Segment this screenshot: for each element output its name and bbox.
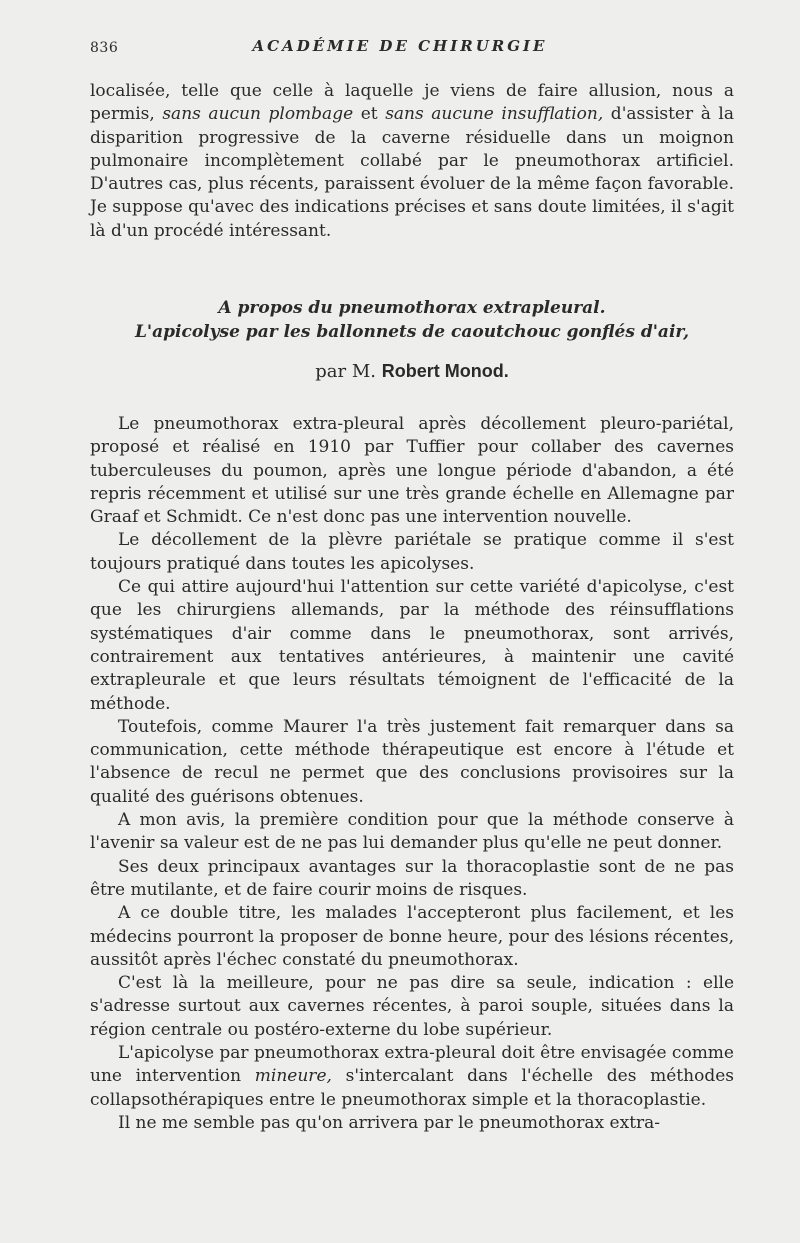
body-paragraph-4: Toutefois, comme Maurer l'a très justement fait remarquer dans sa communication, cette méthode thérapeutique est encore à l'étude et l'absence de recul ne permet que des conclusions provisoires sur la qualité des guérisons obtenues.	[90, 716, 734, 807]
author-name: Robert Monod.	[381, 361, 509, 381]
body-paragraph-2: Le décollement de la plèvre pariétale se pratique comme il s'est toujours pratiqué dans toutes les apicolyses.	[90, 530, 734, 574]
intro-text-1: localisée, telle que celle à laquelle je viens de faire allusion, nous a permis,	[90, 81, 734, 125]
mineure-emphasis: mineure,	[254, 1066, 332, 1087]
body-paragraph-5: A mon avis, la première condition pour que la méthode conserve à l'avenir sa valeur est de ne pas lui demander plus qu'elle ne peut donner.	[90, 810, 734, 854]
intro-paragraph	[90, 80, 734, 243]
article-title	[90, 296, 734, 344]
mineure-text-1: L'apicolyse par pneumothorax extra-pleural doit être envisagée comme une intervention	[90, 1043, 734, 1087]
intro-emphasis-2: sans aucune insufflation,	[385, 104, 604, 125]
article-body	[90, 413, 734, 1135]
intro-text-2: et	[353, 104, 386, 125]
page-number: 836	[90, 40, 119, 56]
mineure-text-2: s'intercalant dans l'échelle des méthodes collapsothérapiques entre le pneumothorax simple et la thoracoplastie.	[90, 1066, 734, 1110]
body-paragraph-6: Ses deux principaux avantages sur la thoracoplastie sont de ne pas être mutilante, et de faire courir moins de risques.	[90, 856, 734, 900]
body-paragraph-1: Le pneumothorax extra-pleural après décollement pleuro-pariétal, proposé et réalisé en 1910 par Tuffier pour collaber des cavernes tuberculeuses du poumon, après une longue période d'abandon, a été repris récemment et utilisé sur une très grande échelle en Allemagne par Graaf et Schmidt. Ce n'est donc pas une intervention nouvelle.	[90, 414, 734, 528]
intro-text-3: d'assister à la disparition progressive de la caverne résiduelle dans un moignon pulmonaire incomplètement collabé par le pneumothorax artificiel. D'autres cas, plus récents, paraissent évoluer de la même façon favorable. Je suppose qu'avec des indications précises et sans doute limitées, il s'agit là d'un procédé intéressant.	[90, 104, 734, 241]
body-paragraph-3: Ce qui attire aujourd'hui l'attention sur cette variété d'apicolyse, c'est que les chirurgiens allemands, par la méthode des réinsufflations systématiques d'air comme dans le pneumothorax, sont arrivés, contrairement aux tentatives antérieures, à maintenir une cavité extrapleurale et que leurs résultats témoignent de l'efficacité de la méthode.	[90, 577, 734, 714]
byline-prefix: par M.	[315, 361, 376, 382]
body-paragraph-9	[90, 1042, 734, 1112]
intro-emphasis-1: sans aucun plombage	[162, 104, 354, 125]
body-last-line: Il ne me semble pas qu'on arrivera par le pneumothorax extra-	[118, 1112, 661, 1133]
article-title-line-2: L'apicolyse par les ballonnets de caoutchouc gonflés d'air,	[134, 322, 690, 342]
article-title-line-1: A propos du pneumothorax extrapleural.	[218, 298, 606, 318]
running-head: ACADÉMIE DE CHIRURGIE	[252, 37, 548, 55]
body-paragraph-8: C'est là la meilleure, pour ne pas dire sa seule, indication : elle s'adresse surtout aux cavernes récentes, à paroi souple, situées dans la région centrale ou postéro-externe du lobe supérieur.	[90, 973, 734, 1040]
body-paragraph-7: A ce double titre, les malades l'accepteront plus facilement, et les médecins pourront la proposer de bonne heure, pour des lésions récentes, aussitôt après l'échec constaté du pneumothorax.	[90, 903, 734, 970]
byline	[90, 361, 734, 382]
